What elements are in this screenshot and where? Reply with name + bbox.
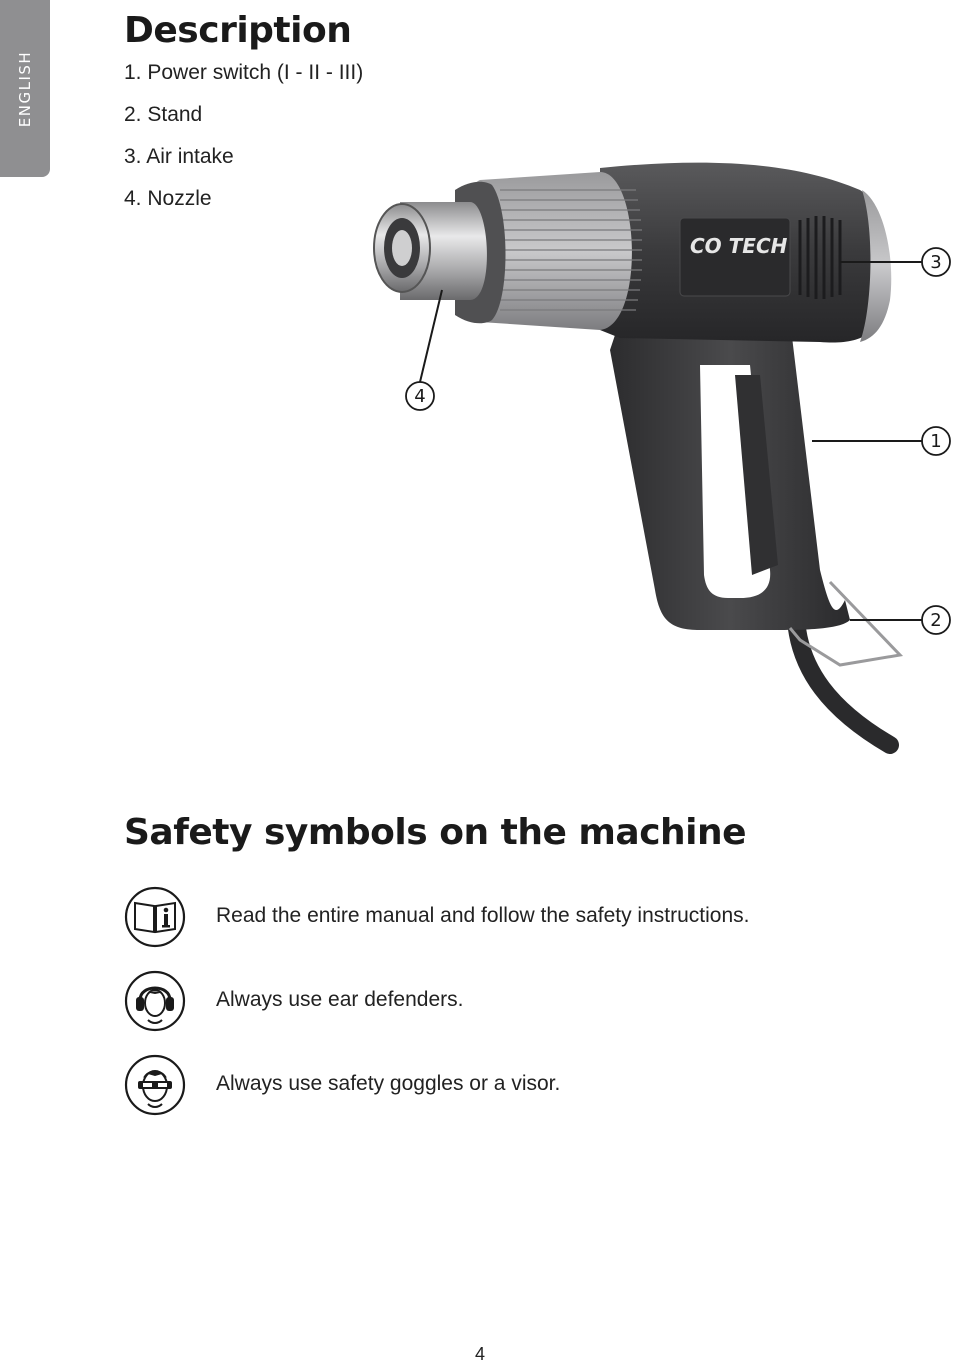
brand-logo: CO TECH xyxy=(690,234,788,258)
safety-symbol-text: Read the entire manual and follow the safety instructions. xyxy=(216,904,750,927)
description-item-air-intake: 3. Air intake xyxy=(124,145,234,168)
safety-goggles-icon xyxy=(124,1054,186,1116)
description-heading: Description xyxy=(124,10,352,51)
language-label: ENGLISH xyxy=(16,50,34,127)
read-manual-icon xyxy=(124,886,186,948)
safety-heading: Safety symbols on the machine xyxy=(124,812,747,853)
callout-line-4 xyxy=(420,290,442,382)
page-number: 4 xyxy=(474,1344,485,1364)
callout-4: 4 xyxy=(414,386,426,407)
power-cable xyxy=(796,620,890,745)
ear-defenders-icon xyxy=(124,970,186,1032)
callout-1: 1 xyxy=(930,431,942,452)
safety-symbol-text: Always use ear defenders. xyxy=(216,988,464,1011)
description-item-power-switch: 1. Power switch (I - II - III) xyxy=(124,61,364,84)
safety-symbol-text: Always use safety goggles or a visor. xyxy=(216,1072,561,1095)
callout-3: 3 xyxy=(930,252,942,273)
callout-2: 2 xyxy=(930,610,942,631)
description-item-nozzle: 4. Nozzle xyxy=(124,187,212,210)
description-item-stand: 2. Stand xyxy=(124,103,203,126)
heat-gun-illustration xyxy=(0,150,960,770)
